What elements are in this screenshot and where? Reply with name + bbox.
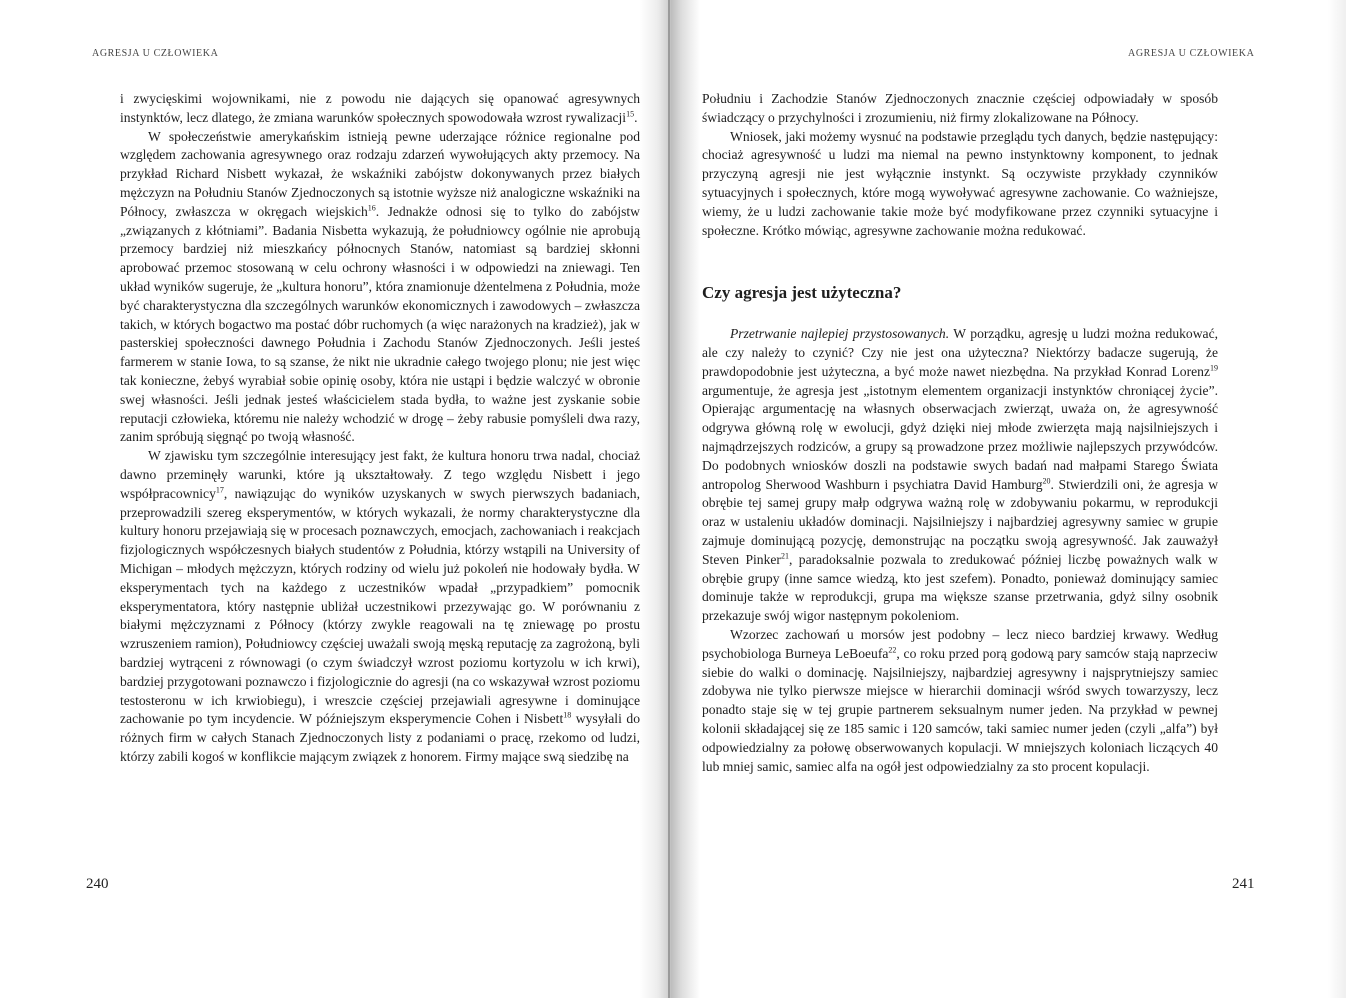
footnote-marker: 19 (1210, 363, 1218, 373)
text-segment: . Jednakże odnosi się to tylko do zabójstw „związanych z kłótniami”. Badania Nisbetta wykazują, że południowcy ogólnie nie aprobują przemocy bardziej niż mieszkańcy północnych Stanów, natomiast są bardziej skłonni aprobować przemoc stosowaną w celu ochrony własności i w odpowiedzi na zniewagi. Ten układ wyników sugeruje, że „kultura honoru”, która znamionuje dżentelmena z Południa, może być charakterystyczna dla szczególnych warunków ekonomicznych i zawodowych – zwłaszcza takich, w których bogactwo ma postać dóbr ruchomych (a więc narażonych na kradzież), jak w pasterskiej społeczności dawnego Południa i Zachodu Stanów Zjednoczonych. Jeśli jesteś farmerem w stanie Iowa, to są szanse, że nikt nie ukradnie całego twojego plonu; nie jest więc tak konieczne, żebyś wyrabiał sobie opinię osoby, która nie ustąpi i będzie walczyć w obronie swej własności. Jeśli jednak jesteś właścicielem stada bydła, to ważne jest zyskanie sobie reputacji człowieka, któremu nie należy wchodzić w drogę – żeby rabusie pomyśleli dwa razy, zanim spróbują sięgnąć po twoją własność. (120, 203, 640, 445)
text-segment: wysyłali do różnych firm w całych Stanach Zjednoczonych listy z podaniami o pracę, rzekomo od ludzi, którzy zabili kogoś w konflikcie mającym związek z honorem. Firmy mające swą siedzibę na (120, 711, 640, 764)
text-segment: argumentuje, że agresja jest „istotnym elementem organizacji instynktów chroniącej życie”. Opierając argumentację na własnych obserwacjach zwierząt, uważa on, że agresywność odgrywa główną rolę w ewolucji, gdyż dzięki niej młode zwierzęta mają najsilniejszych i najmądrzejszych rodziców, a grupy są prowadzone przez możliwie najlepszych przywódców. Do podobnych wniosków doszli na podstawie swych badań nad małpami Starego Świata antropolog Sherwood Washburn i psychiatra David Hamburg (702, 382, 1218, 492)
right-running-head: AGRESJA U CZŁOWIEKA (1128, 48, 1255, 59)
section-title: Czy agresja jest użyteczna? (702, 283, 902, 303)
text-segment: W społeczeństwie amerykańskim istnieją pewne uderzające różnice regionalne pod względem zachowania agresywnego oraz rodzaju zdarzeń wywołujących akty przemocy. Na przykład Richard Nisbett wykazał, że wskaźniki zabójstw dokonywanych przez białych mężczyzn na Południu Stanów Zjednoczonych są istotnie wyższe niż analogiczne wskaźniki na Północy, zwłaszcza w okręgach wiejskich (120, 128, 640, 219)
book-spine-line (668, 0, 670, 998)
right-paragraph-3-body (702, 326, 1218, 623)
text-segment: . (634, 109, 638, 125)
left-page-text (120, 90, 640, 767)
footnote-marker: 15 (626, 109, 635, 119)
footnote-marker: 21 (780, 551, 789, 561)
text-segment: i zwycięskimi wojownikami, nie z powodu nie dających się opanować agresywnych instynktów, lecz dlatego, że zmiana warunków społecznych spowodowała wzrost rywalizacji (120, 91, 640, 125)
left-paragraph-2 (120, 128, 640, 448)
text-segment: . Stwierdzili oni, że agresja w obrębie tej samej grupy małp odgrywa ważną rolę w zdobywaniu pokarmu, w reprodukcji oraz w ustaleniu układów dominacji. Najsilniejszy i najbardziej agresywny samiec w grupie zajmuje dominującą pozycję, demonstrując na początku swoją agresywność. Jak zauważył Steven Pinker (702, 476, 1219, 567)
footnote-marker: 18 (563, 710, 572, 720)
footnote-marker: 20 (1042, 476, 1051, 486)
text-segment: , nawiązując do wyników uzyskanych w swych pierwszych badaniach, przeprowadzili szereg eksperymentów, w których wykazali, że normy charakterystyczne dla kultury honoru przejawiają się w procesach poznawczych, emocjach, zachowaniach i reakcjach fizjologicznych współczesnych białych studentów z Południa, którzy wstąpili na University of Michigan – młodych mężczyzn, których rodziny od wielu już pokoleń nie hodowały bydła. W eksperymentach tych na każdego z uczestników wpadał „przypadkiem” pomocnik eksperymentatora, który następnie ubliżał uczestnikowi przezywając go. W porównaniu z białymi mężczyznami z Północy (którzy zwykle reagowali na tę zniewagę po prostu wzruszeniem ramion), Południowcy częściej uważali swoją męską reputację za zagrożoną, byli bardziej wytrąceni z równowagi (o czym świadczył wzrost poziomu kortyzolu w ich krwi), bardziej przygotowani poznawczo i fizjologicznie do agresji (na co wskazywał wzrost poziomu testosteronu w ich krwiobiegu), i wreszcie częściej przejawiali agresywne i dominujące zachowanie po tym incydencie. W późniejszym eksperymencie Cohen i Nisbett (120, 485, 640, 727)
left-page-number: 240 (86, 876, 109, 892)
right-page-text (702, 90, 1218, 776)
right-paragraph-1 (702, 90, 1218, 128)
left-paragraph-3 (120, 447, 640, 767)
right-page-number: 241 (1232, 876, 1255, 892)
paragraph-lead: Przetrwanie najlepiej przystosowanych. (730, 326, 950, 342)
footnote-marker: 22 (888, 645, 897, 655)
page-edge (1328, 0, 1346, 998)
right-paragraph-4 (702, 626, 1218, 776)
footnote-marker: 16 (367, 203, 376, 213)
text-segment: , paradoksalnie pozwala to zredukować później liczbę poważnych walk w obrębie grupy (inne samce wiedzą, kto jest szefem). Ponadto, ponieważ dominujący samiec dominuje także w reprodukcji, grupa ma większe szanse przetrwania, gdyż silny osobnik przekazuje swój wigor następnym pokoleniom. (702, 551, 1218, 624)
text-segment: Południu i Zachodzie Stanów Zjednoczonych znacznie częściej odpowiadały w sposób świadczący o przychylności i zrozumieniu, niż firmy zlokalizowane na Północy. (702, 91, 1218, 125)
left-running-head: AGRESJA U CZŁOWIEKA (92, 48, 219, 59)
left-paragraph-1 (120, 90, 640, 128)
text-segment: , co roku przed porą godową pary samców stają naprzeciw siebie do walki o dominację. Najsilniejszy, najbardziej agresywny i najsprytniejszy samiec zdobywa nie tylko pierwsze miejsce w hierarchii dominacji wśród swych towarzyszy, lecz ponadto staje się w tej grupie partnerem seksualnym numer jeden. Na przykład w pewnej kolonii składającej się ze 185 samic i 120 samców, taki samiec numer jeden (czyli „alfa”) był odpowiedzialny za połowę obserwowanych kopulacji. W mniejszych koloniach liczących 40 lub mniej samic, samiec alfa na ogół jest odpowiedzialny za sto procent kopulacji. (702, 645, 1218, 774)
book-gutter-shadow (640, 0, 700, 998)
text-segment: Wniosek, jaki możemy wysnuć na podstawie przeglądu tych danych, będzie następujący: chociaż agresywność u ludzi ma niemal na pewno instynktowny komponent, to jednak przyczyną agresji nie jest wyłącznie instynkt. Są oczywiste przykłady czynników sytuacyjnych i społecznych, które mogą wywoływać agresywne zachowanie. Co ważniejsze, wiemy, że u ludzi zachowanie takie może być modyfikowane przez czynniki sytuacyjne i społeczne. Krótko mówiąc, agresywne zachowanie można redukować. (702, 128, 1218, 238)
right-paragraph-3 (702, 325, 1218, 626)
text-segment: W porządku, agresję u ludzi można redukować, ale czy należy to czynić? Czy nie jest ona użyteczna? Niektórzy badacze sugerują, że prawdopodobnie jest użyteczna, a być może nawet niezbędna. Na przykład Konrad Lorenz (702, 326, 1219, 379)
text-segment: Wzorzec zachowań u morsów jest podobny – lecz nieco bardziej krwawy. Według psychobiologa Burneya LeBoeufa (702, 626, 1218, 661)
footnote-marker: 17 (215, 485, 224, 495)
right-paragraph-2 (702, 128, 1218, 241)
text-segment: W zjawisku tym szczególnie interesujący jest fakt, że kultura honoru trwa nadal, chociaż dawno przeminęły warunki, które ją ukształtowały. Z tego względu Nisbett i jego współpracownicy (120, 448, 640, 501)
